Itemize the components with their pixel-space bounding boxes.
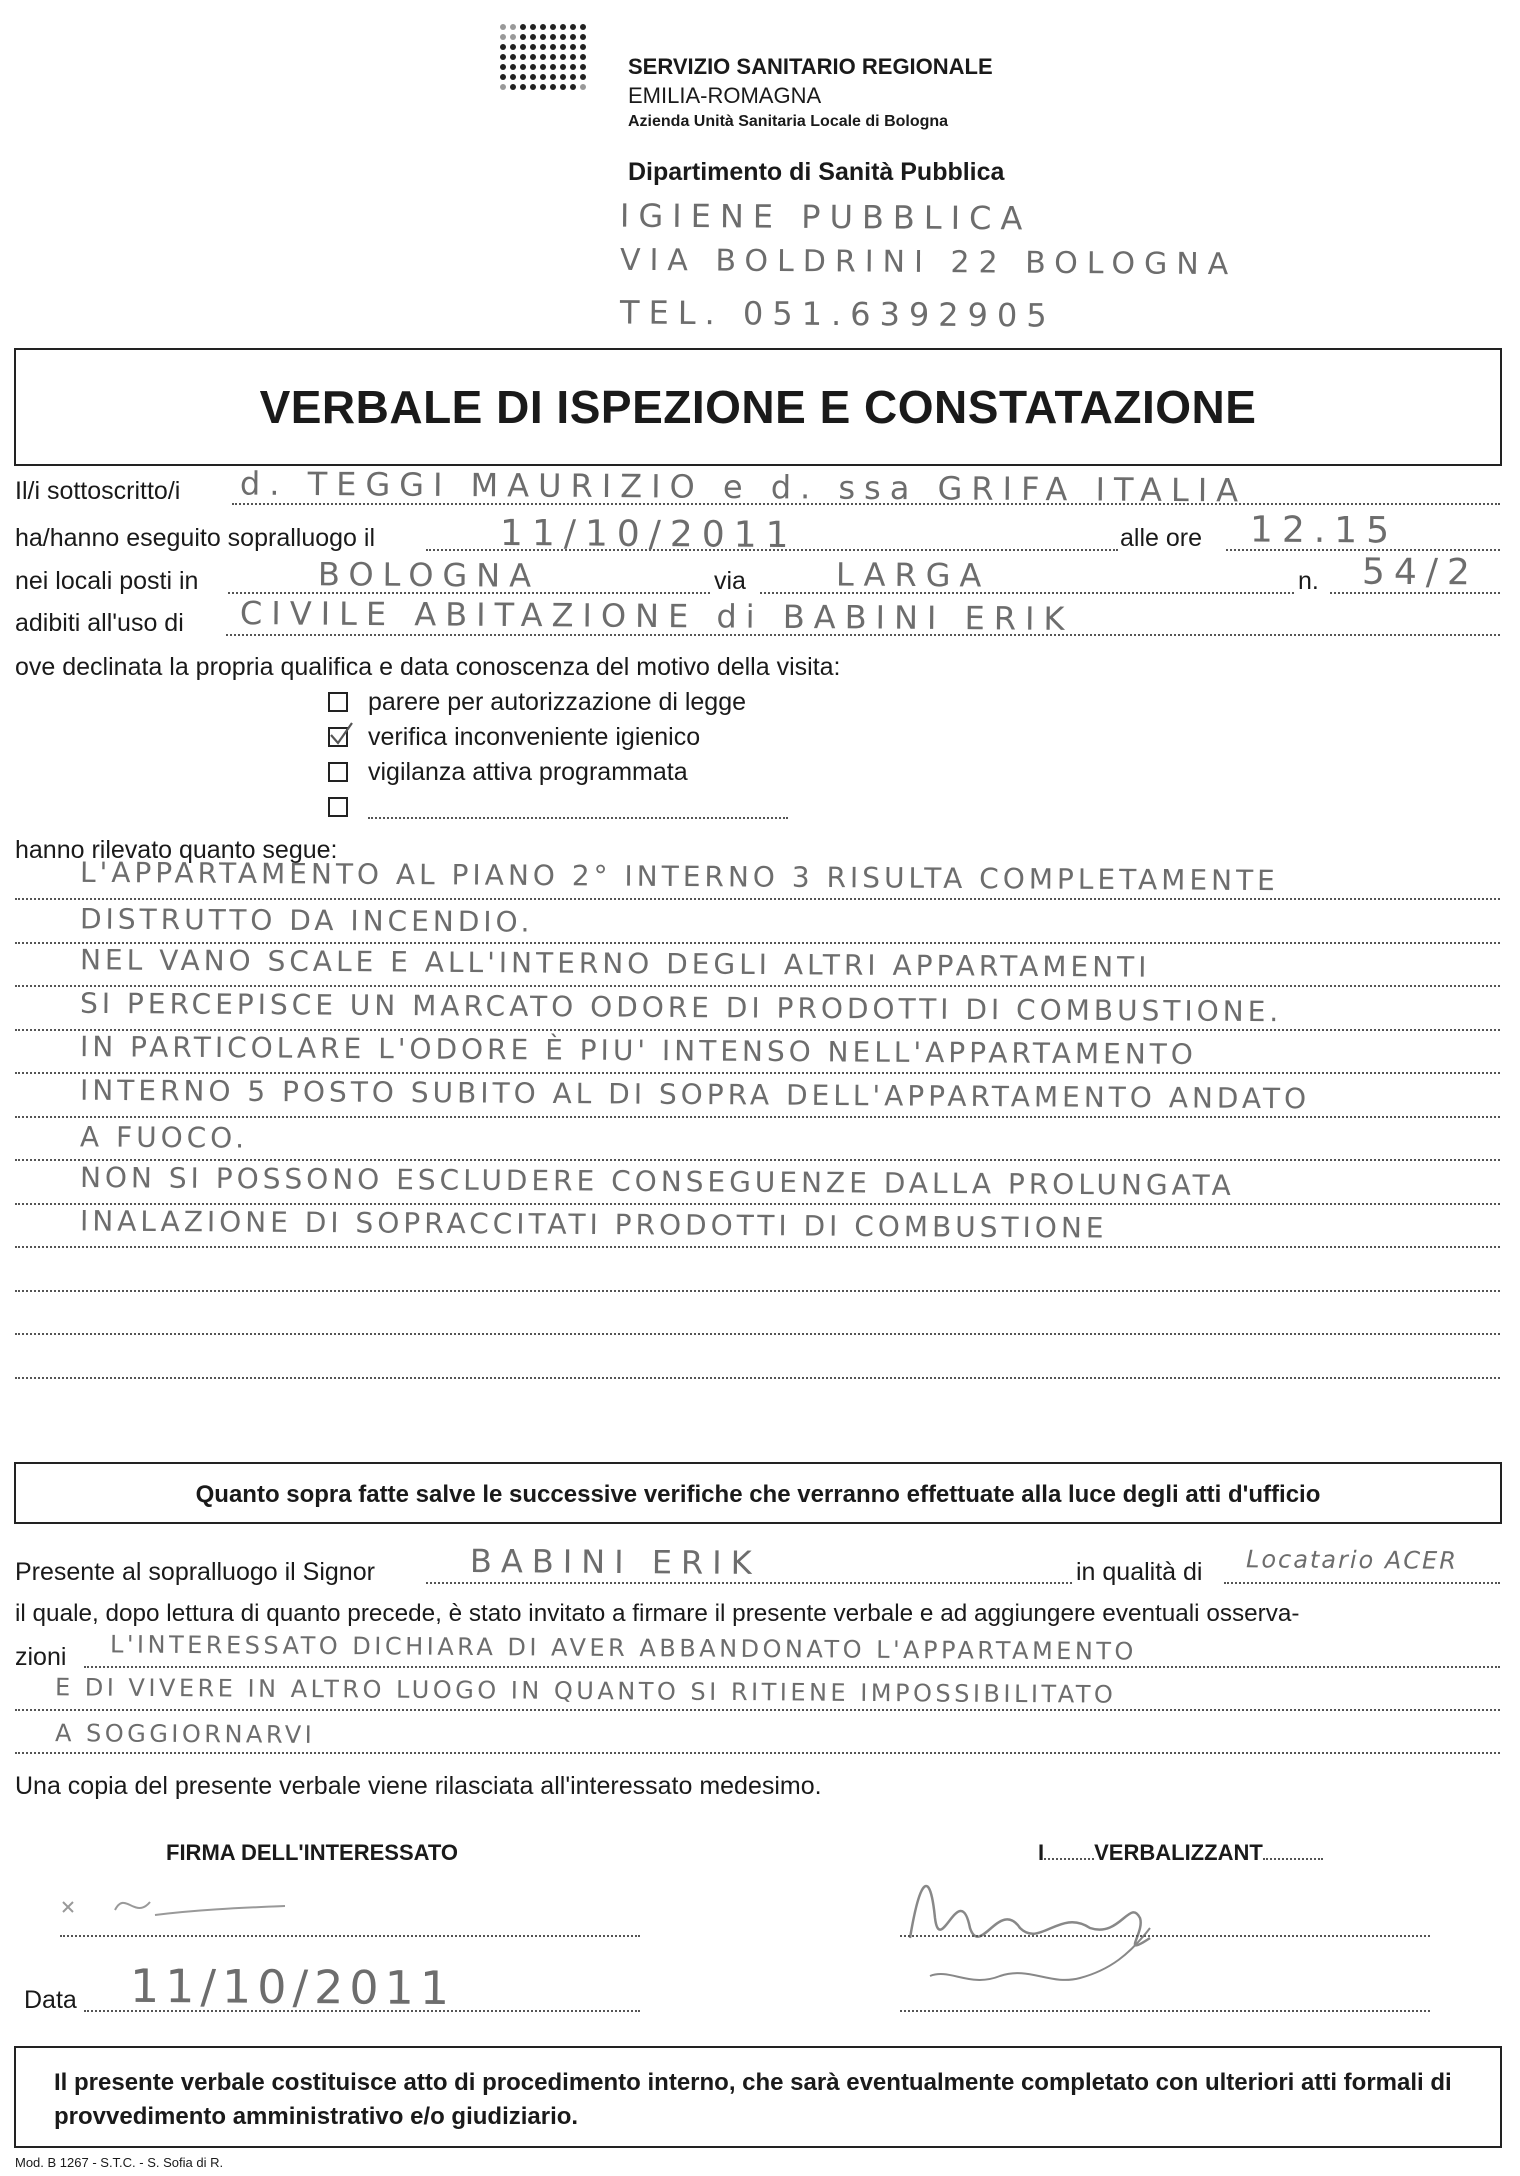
presence-name-value: BABINI ERIK [469,1541,761,1583]
logo-dot [530,84,536,90]
document-title: VERBALE DI ISPEZIONE E CONSTATAZIONE [259,381,1257,433]
logo-dot [560,44,566,50]
logo-dot [580,44,586,50]
logo-dot [530,44,536,50]
checkbox-row [328,793,1028,827]
logo-dot [570,64,576,70]
notice-text: Quanto sopra fatte salve le successive verifiche che verranno effettuate alla luce degli atti d'ufficio [195,1481,1321,1508]
logo-dot [570,34,576,40]
logo-dot [500,44,506,50]
checkbox-row [328,758,1028,792]
logo-dot [540,34,546,40]
role-line [1224,1582,1500,1584]
logo-dot [570,74,576,80]
logo-dot [510,74,516,80]
notice-box [14,1462,1502,1524]
handwritten-office: IGIENE PUBBLICA [619,196,1032,238]
finding-dotted-line [15,1159,1500,1161]
logo-dot [560,34,566,40]
logo-dot [510,84,516,90]
finding-line-text: IN PARTICOLARE L'ODORE È PIU' INTENSO NELL'APPARTAMENTO [79,1030,1197,1071]
footer-box [14,2046,1502,2148]
logo-dot [500,34,506,40]
logo-dot [560,64,566,70]
finding-line-text: L'APPARTAMENTO AL PIANO 2° INTERNO 3 RISULTA COMPLETAMENTE [79,855,1279,898]
observation-dotted-line [15,1752,1500,1754]
time-label: alle ore [1120,524,1202,552]
logo-dot [540,54,546,60]
logo-dot [520,74,526,80]
form-code: Mod. B 1267 - S.T.C. - S. Sofia di R. [15,2155,224,2170]
finding-line-text: INTERNO 5 POSTO SUBITO AL DI SOPRA DELL'APPARTAMENTO ANDATO [79,1073,1311,1115]
logo-dot [510,64,516,70]
logo-dot [580,84,586,90]
logo-dot [530,64,536,70]
checkbox-parere-label: parere per autorizzazione di legge [368,688,747,716]
signatories-value: d. TEGGI MAURIZIO e d. ssa GRIFA ITALIA [239,464,1248,510]
title-box [14,348,1502,466]
logo-dot [520,44,526,50]
invite-text: il quale, dopo lettura di quanto precede, è stato invitato a firmare il presente verbale e ad aggiungere eventuali osserva- [15,1600,1300,1627]
finding-dotted-line [15,1333,1500,1335]
finding-line-text: NON SI POSSONO ESCLUDERE CONSEGUENZE DALLA PROLUNGATA [79,1160,1235,1202]
finding-dotted-line [15,1246,1500,1248]
role-label: in qualità di [1076,1558,1203,1586]
checkbox-other-line [368,817,788,819]
officer-date-line [900,2010,1430,2012]
handwritten-office-phone: TEL. 051.6392905 [619,293,1056,335]
logo-dot [520,54,526,60]
logo-dot [520,84,526,90]
officer-signature-line [900,1935,1430,1937]
signatories-label: Il/i sottoscritto/i [15,477,181,505]
logo-dot [530,74,536,80]
interested-signature-label: FIRMA DELL'INTERESSATO [166,1840,459,1865]
street-label: via [714,567,746,595]
logo-dot [570,54,576,60]
observation-line-text: A SOGGIORNARVI [54,1719,316,1749]
date-value: 11/10/2011 [129,1958,456,2016]
logo-dot [580,54,586,60]
handwritten-office-address: VIA BOLDRINI 22 BOLOGNA [619,242,1238,283]
number-value: 54/2 [1361,551,1479,594]
finding-dotted-line [15,1203,1500,1205]
logo-dot [580,64,586,70]
use-label: adibiti all'uso di [15,609,184,637]
footer-text: Il presente verbale costituisce atto di procedimento interno, che sarà eventualmente completato con ulteriori atti formali di provvedimento amministrativo e/o giudiziario. [54,2069,1452,2130]
observation-dotted-line [84,1666,1500,1668]
logo-dot [560,24,566,30]
check-mark-icon [328,721,354,747]
logo-dot [560,54,566,60]
logo-dot [520,64,526,70]
logo-dot [510,24,516,30]
location-label: nei locali posti in [15,567,199,595]
org-name-line3: Azienda Unità Sanitaria Locale di Bologna [628,113,949,130]
finding-dotted-line [15,1029,1500,1031]
checkbox-vigilanza[interactable] [328,762,348,782]
logo-dot [520,34,526,40]
presence-name-line [426,1582,1072,1584]
logo-dot [540,84,546,90]
logo-dot [560,84,566,90]
logo-dot [550,24,556,30]
checkbox-parere[interactable] [328,692,348,712]
finding-dotted-line [15,898,1500,900]
findings-label: hanno rilevato quanto segue: [15,836,338,864]
logo-dot [560,74,566,80]
org-name-line1: SERVIZIO SANITARIO REGIONALE [628,54,993,79]
finding-line-text: SI PERCEPISCE UN MARCATO ODORE DI PRODOTTI DI COMBUSTIONE. [79,986,1283,1028]
observation-line-text: L'INTERESSATO DICHIARA DI AVER ABBANDONATO L'APPARTAMENTO [109,1630,1137,1666]
logo-dot [500,84,506,90]
finding-line-text: A FUOCO. [79,1120,249,1155]
logo-dot [520,24,526,30]
logo-dot [550,54,556,60]
logo-dot [570,84,576,90]
logo-dot [510,54,516,60]
finding-line-text: INALAZIONE DI SOPRACCITATI PRODOTTI DI COMBUSTIONE [79,1204,1108,1245]
interested-signature-line [60,1935,640,1937]
observation-line-text: E DI VIVERE IN ALTRO LUOGO IN QUANTO SI RITIENE IMPOSSIBILITATO [54,1673,1117,1709]
finding-dotted-line [15,1290,1500,1292]
logo-dot-grid [500,24,586,90]
logo-dot [530,34,536,40]
org-name-line2: EMILIA-ROMAGNA [628,83,822,108]
logo-dot [540,64,546,70]
finding-dotted-line [15,985,1500,987]
role-value: Locatario ACER [1245,1545,1459,1575]
finding-line-text: NEL VANO SCALE E ALL'INTERNO DEGLI ALTRI APPARTAMENTI [79,943,1151,984]
finding-dotted-line [15,1072,1500,1074]
street-value: LARGA [835,555,991,595]
officer-signature [890,1858,1250,2008]
logo-dot [540,74,546,80]
logo-dot [550,84,556,90]
checkbox-row [328,688,1028,722]
department-name: Dipartimento di Sanità Pubblica [628,158,1005,186]
logo-dot [530,24,536,30]
logo-dot [570,24,576,30]
finding-dotted-line [15,1116,1500,1118]
number-label: n. [1298,567,1319,595]
officers-label: VERBALIZZANT [1094,1840,1263,1865]
logo-dot [580,24,586,30]
logo-dot [510,34,516,40]
copy-note: Una copia del presente verbale viene rilasciata all'interessato medesimo. [15,1772,822,1800]
finding-line-text: DISTRUTTO DA INCENDIO. [79,901,534,939]
use-value: CIVILE ABITAZIONE di BABINI ERIK [239,594,1074,638]
interested-signature-mark [55,1880,315,1940]
checkbox-other[interactable] [328,797,348,817]
logo-dot [570,44,576,50]
inspection-label: ha/hanno eseguito sopralluogo il [15,524,375,552]
logo-dot [500,24,506,30]
logo-dot [540,24,546,30]
finding-dotted-line [15,942,1500,944]
date-label: Data [24,1986,77,2014]
logo-dot [500,64,506,70]
inspection-date-value: 11/10/2011 [499,512,798,557]
logo-dot [550,44,556,50]
officers-prefix: I [1038,1840,1045,1865]
checkbox-verifica-label: verifica inconveniente igienico [368,723,701,751]
logo-dot [580,34,586,40]
checkbox-verifica[interactable] [328,727,348,747]
logo-dot [500,54,506,60]
checkbox-vigilanza-label: vigilanza attiva programmata [368,758,688,786]
motive-intro: ove declinata la propria qualifica e data conoscenza del motivo della visita: [15,653,841,681]
logo-dot [540,44,546,50]
location-value: BOLOGNA [317,555,541,595]
logo-dot [580,74,586,80]
finding-dotted-line [15,1377,1500,1379]
logo-dot [550,64,556,70]
time-value: 12.15 [1249,509,1399,552]
logo-dot [530,54,536,60]
logo-dot [510,44,516,50]
observations-label: zioni [15,1643,67,1671]
logo-dot [500,74,506,80]
observation-dotted-line [15,1709,1500,1711]
presence-label: Presente al sopralluogo il Signor [15,1558,375,1586]
checkbox-row [328,723,1028,757]
logo-dot [550,74,556,80]
logo-dot [550,34,556,40]
